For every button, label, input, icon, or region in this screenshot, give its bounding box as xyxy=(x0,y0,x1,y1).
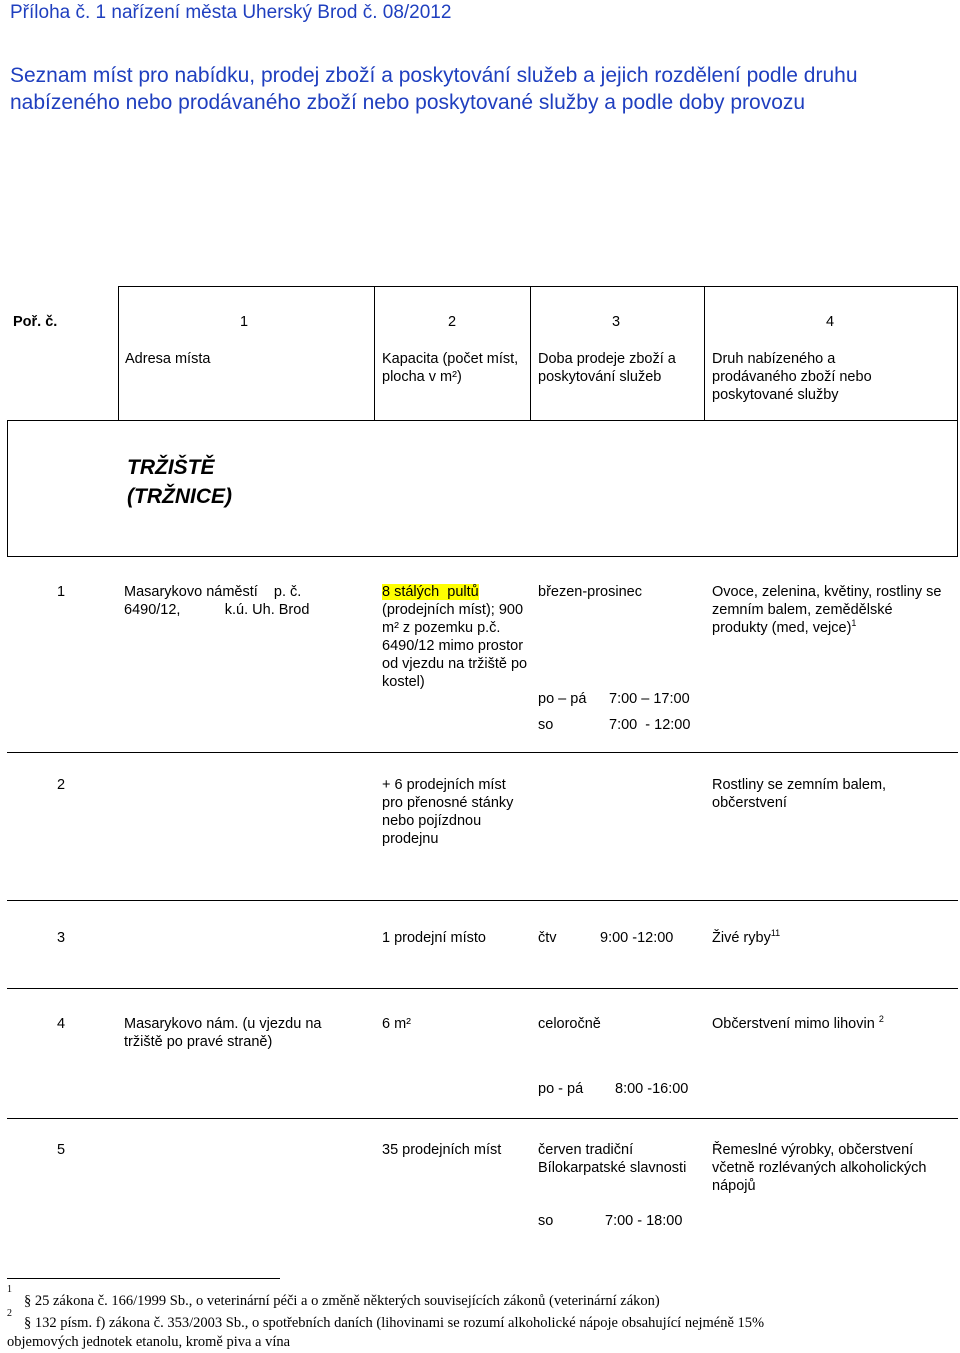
table-top-border xyxy=(118,286,958,287)
row4-address: Masarykovo nám. (u vjezdu na tržiště po pravé straně) xyxy=(124,1016,322,1050)
row3-capacity: 1 prodejní místo xyxy=(382,930,486,946)
col-header-capacity: Kapacita (počet míst, plocha v m²) xyxy=(382,351,519,385)
header-bottom-border xyxy=(7,420,958,421)
row-divider-2 xyxy=(7,900,958,901)
row4-period: celoročně xyxy=(538,1016,601,1032)
table-left-border-lower xyxy=(7,420,8,556)
col-number-1: 1 xyxy=(240,314,249,330)
footnote-1-body: 25 zákona č. 166/1999 Sb., o veterinární péči a o změně některých souvisejících zákonů (veterinární zákon) xyxy=(34,1293,660,1309)
row1-hours1-time: 7:00 – 17:00 xyxy=(609,691,690,707)
row3-number: 3 xyxy=(57,930,66,946)
row-divider-3 xyxy=(7,988,958,989)
section-sign-icon: § xyxy=(24,1315,32,1331)
row1-address: Masarykovo náměstí p. č. 6490/12, k.ú. Uh. Brod xyxy=(124,584,310,618)
section-heading-line2: (TRŽNICE) xyxy=(127,485,232,508)
col-number-2: 2 xyxy=(448,314,457,330)
col-number-4: 4 xyxy=(826,314,835,330)
row1-hours2-time: 7:00 - 12:00 xyxy=(609,717,691,733)
row-divider-1 xyxy=(7,752,958,753)
col-header-goods: Druh nabízeného a prodávaného zboží nebo poskytované služby xyxy=(712,351,872,403)
row2-goods: Rostliny se zemním balem, občerstvení xyxy=(712,777,887,811)
row4-day: po - pá xyxy=(538,1081,584,1097)
footnote-ref: 2 xyxy=(878,1014,884,1024)
document-title: Seznam míst pro nabídku, prodej zboží a poskytování služeb a jejich rozdělení podle druhu nabízeného nebo prodávaného zboží nebo poskytované služby a podle doby provozu xyxy=(10,64,858,114)
row1-number: 1 xyxy=(57,584,66,600)
row4-capacity: 6 m² xyxy=(382,1016,411,1032)
footnote-1-mark: 1 xyxy=(7,1284,12,1295)
section-heading-line1: TRŽIŠTĚ xyxy=(127,456,215,479)
row5-day: so xyxy=(538,1213,554,1229)
row3-day: čtv xyxy=(538,930,557,946)
row5-capacity: 35 prodejních míst xyxy=(382,1142,502,1158)
row1-capacity-rest: (prodejních míst); 900 m² z pozemku p.č. 6490/12 mimo prostor od vjezdu na tržiště po kostel) xyxy=(382,602,528,690)
row3-time: 9:00 -12:00 xyxy=(600,930,674,946)
row1-hours2-day: so xyxy=(538,717,554,733)
row2-number: 2 xyxy=(57,777,66,793)
footnote-2-body: 132 písm. f) zákona č. 353/2003 Sb., o spotřebních daních (lihovinami se rozumí alkoholické nápoje obsahující nejméně 15% objemových jednotek etanolu, kromě piva a vína xyxy=(7,1315,765,1350)
footnote-separator xyxy=(7,1278,280,1279)
footnote-ref: 1 xyxy=(851,618,857,628)
footnote-2-text xyxy=(7,1314,827,1352)
column-divider-4 xyxy=(704,286,705,420)
table-left-border xyxy=(118,286,119,420)
row4-goods-text: Občerstvení mimo lihovin xyxy=(712,1016,875,1032)
row2-capacity: + 6 prodejních míst pro přenosné stánky nebo pojízdnou prodejnu xyxy=(382,777,514,847)
row1-capacity xyxy=(382,583,530,691)
row4-time: 8:00 -16:00 xyxy=(615,1081,689,1097)
col-header-address: Adresa místa xyxy=(125,351,211,367)
row3-goods xyxy=(712,929,780,947)
col-number-por-c: Poř. č. xyxy=(13,314,58,330)
row4-goods xyxy=(712,1015,884,1033)
row5-time: 7:00 - 18:00 xyxy=(605,1213,683,1229)
footnote-ref: 11 xyxy=(770,928,781,938)
section-sign-icon: § xyxy=(24,1293,32,1309)
footnote-2-mark: 2 xyxy=(7,1308,12,1319)
row5-number: 5 xyxy=(57,1142,66,1158)
footnote-1-text xyxy=(24,1292,944,1311)
row5-goods: Řemeslné výrobky, občerstvení včetně rozlévaných alkoholických nápojů xyxy=(712,1142,927,1194)
row3-goods-text: Živé ryby xyxy=(712,930,771,946)
row1-hours1-day: po – pá xyxy=(538,691,587,707)
column-divider-3 xyxy=(530,286,531,420)
table-right-border xyxy=(957,286,958,556)
row1-period: březen-prosinec xyxy=(538,584,642,600)
row-divider-4 xyxy=(7,1118,958,1119)
row1-capacity-highlight: 8 stálých pultů xyxy=(382,584,479,600)
row1-goods xyxy=(712,583,952,637)
section-bottom-border xyxy=(7,556,958,557)
row1-goods-text: Ovoce, zelenina, květiny, rostliny se zemním balem, zemědělské produkty (med, vejce) xyxy=(712,584,942,636)
col-header-period: Doba prodeje zboží a poskytování služeb xyxy=(538,351,676,385)
row5-period: červen tradiční Bílokarpatské slavnosti xyxy=(538,1142,687,1176)
column-divider-2 xyxy=(374,286,375,420)
row4-number: 4 xyxy=(57,1016,66,1032)
document-header: Příloha č. 1 nařízení města Uherský Brod č. 08/2012 xyxy=(10,2,452,23)
col-number-3: 3 xyxy=(612,314,621,330)
